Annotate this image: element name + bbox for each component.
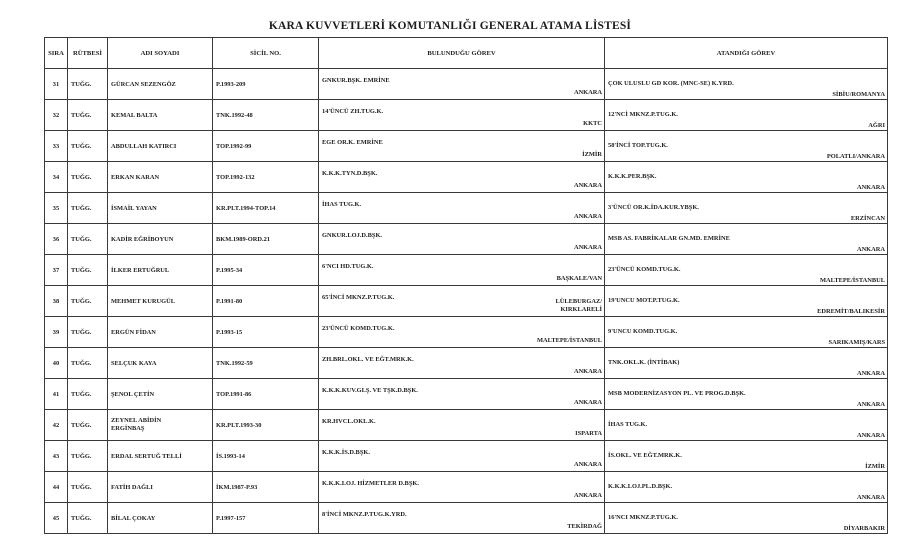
cell-sira: 35	[45, 193, 68, 224]
cell-atandigi-gorev	[605, 348, 888, 379]
atandigi-unit: 58'İNCİ TOP.TUG.K.	[608, 142, 668, 149]
atandigi-location: ANKARA	[856, 432, 885, 439]
table-row	[45, 472, 888, 503]
bulundugu-location: ANKARA	[573, 368, 602, 375]
table-row	[45, 193, 888, 224]
cell-sira: 36	[45, 224, 68, 255]
cell-rutbe: TUĞG.	[68, 317, 108, 348]
cell-rutbe: TUĞG.	[68, 224, 108, 255]
atandigi-location: ERZİNCAN	[850, 215, 885, 222]
atandigi-unit: 12'NCİ MKNZ.P.TUG.K.	[608, 111, 678, 118]
atandigi-location: ANKARA	[856, 370, 885, 377]
bulundugu-location: ANKARA	[573, 461, 602, 468]
cell-bulundugu-gorev	[319, 503, 605, 534]
cell-sira: 34	[45, 162, 68, 193]
cell-bulundugu-gorev	[319, 379, 605, 410]
cell-bulundugu-gorev	[319, 100, 605, 131]
cell-sicil-no: İKM.1987-P.93	[213, 472, 319, 503]
cell-bulundugu-gorev	[319, 472, 605, 503]
cell-adi-soyadi: ŞENOL ÇETİN	[108, 379, 213, 410]
bulundugu-unit: K.K.K.LOJ. HİZMETLER D.BŞK.	[322, 480, 419, 487]
table-row	[45, 317, 888, 348]
atandigi-unit: TNK.OKL.K. (İNTİBAK)	[608, 359, 680, 366]
cell-bulundugu-gorev	[319, 69, 605, 100]
cell-rutbe: TUĞG.	[68, 379, 108, 410]
bulundugu-location: MALTEPE/İSTANBUL	[537, 337, 602, 344]
cell-sicil-no: KR.PLT.1993-30	[213, 410, 319, 441]
atandigi-unit: 23'ÜNCÜ KOMD.TUG.K.	[608, 266, 681, 273]
atandigi-location: İZMİR	[865, 463, 885, 470]
bulundugu-location: ANKARA	[573, 244, 602, 251]
cell-bulundugu-gorev	[319, 131, 605, 162]
table-row	[45, 100, 888, 131]
column-header-sira: SIRA	[45, 38, 68, 69]
bulundugu-location: ANKARA	[573, 182, 602, 189]
atandigi-unit: İHAS TUG.K.	[608, 421, 648, 428]
location-line-2: KIRKLARELİ	[560, 306, 602, 313]
cell-atandigi-gorev	[605, 317, 888, 348]
table-row	[45, 410, 888, 441]
cell-sicil-no: TOP.1992-132	[213, 162, 319, 193]
cell-sira: 37	[45, 255, 68, 286]
adi-line-2: ERGİNBAŞ	[111, 425, 145, 432]
bulundugu-location: İZMİR	[582, 151, 602, 158]
bulundugu-location: ANKARA	[573, 399, 602, 406]
cell-atandigi-gorev	[605, 193, 888, 224]
cell-sicil-no: BKM.1989-ORD.21	[213, 224, 319, 255]
cell-atandigi-gorev	[605, 69, 888, 100]
cell-rutbe: TUĞG.	[68, 255, 108, 286]
cell-rutbe: TUĞG.	[68, 162, 108, 193]
cell-rutbe: TUĞG.	[68, 131, 108, 162]
bulundugu-location: ISPARTA	[575, 430, 602, 437]
atandigi-location: POLATLI/ANKARA	[826, 153, 885, 160]
cell-atandigi-gorev	[605, 379, 888, 410]
cell-sira: 32	[45, 100, 68, 131]
cell-bulundugu-gorev	[319, 255, 605, 286]
atandigi-unit: 16'NCI MKNZ.P.TUG.K.	[608, 514, 678, 521]
cell-rutbe: TUĞG.	[68, 69, 108, 100]
atandigi-location: ANKARA	[856, 246, 885, 253]
cell-sira: 38	[45, 286, 68, 317]
cell-sira: 40	[45, 348, 68, 379]
cell-adi-soyadi: GÜRCAN SEZENGÖZ	[108, 69, 213, 100]
cell-atandigi-gorev	[605, 410, 888, 441]
cell-adi-soyadi: İSMAİL YAYAN	[108, 193, 213, 224]
cell-sira: 42	[45, 410, 68, 441]
cell-sira: 31	[45, 69, 68, 100]
cell-rutbe: TUĞG.	[68, 100, 108, 131]
bulundugu-unit: 6'NCI HD.TUG.K.	[322, 263, 374, 270]
column-header-bulundugu-gorev: BULUNDUĞU GÖREV	[319, 38, 605, 69]
document-title: KARA KUVVETLERİ KOMUTANLIĞI GENERAL ATAMA LİSTESİ	[268, 20, 632, 32]
appointment-table	[44, 37, 888, 534]
table-row	[45, 348, 888, 379]
cell-sicil-no: TNK.1992-48	[213, 100, 319, 131]
cell-sira: 45	[45, 503, 68, 534]
bulundugu-unit: 8'İNCİ MKNZ.P.TUG.K.YRD.	[322, 511, 407, 518]
cell-sicil-no: P.1995-34	[213, 255, 319, 286]
cell-bulundugu-gorev	[319, 410, 605, 441]
bulundugu-unit: KR.HVCL.OKL.K.	[322, 418, 376, 425]
table-row	[45, 69, 888, 100]
atandigi-location: ANKARA	[856, 494, 885, 501]
column-header-atandigi-gorev: ATANDIĞI GÖREV	[605, 38, 888, 69]
table-header-row	[45, 38, 888, 69]
cell-adi-soyadi: FATİH DAĞLI	[108, 472, 213, 503]
atandigi-unit: ÇOK ULUSLU GD KOR. (MNC-SE) K.YRD.	[608, 80, 734, 87]
atandigi-unit: K.K.K.LOJ.PL.D.BŞK.	[608, 483, 673, 490]
atandigi-location: DİYARBAKIR	[843, 525, 885, 532]
bulundugu-unit: ZH.BRL.OKL. VE EĞT.MRK.K.	[322, 356, 414, 363]
atandigi-location: ANKARA	[856, 184, 885, 191]
atandigi-unit: 9'UNCU KOMD.TUG.K.	[608, 328, 678, 335]
bulundugu-unit: EGE OR.K. EMRİNE	[322, 139, 383, 146]
cell-adi-soyadi: KEMAL BALTA	[108, 100, 213, 131]
bulundugu-location: KKTC	[583, 120, 602, 127]
cell-atandigi-gorev	[605, 131, 888, 162]
cell-bulundugu-gorev	[319, 162, 605, 193]
atandigi-location: MALTEPE/İSTANBUL	[820, 277, 885, 284]
cell-adi-soyadi: KADİR EĞRİBOYUN	[108, 224, 213, 255]
bulundugu-unit: GNKUR.BŞK. EMRİNE	[322, 77, 390, 84]
column-header-adi-soyadi: ADI SOYADI	[108, 38, 213, 69]
atandigi-unit: MSB AS. FABRİKALAR GN.MD. EMRİNE	[608, 235, 730, 242]
cell-rutbe: TUĞG.	[68, 503, 108, 534]
cell-atandigi-gorev	[605, 441, 888, 472]
bulundugu-unit: 65'İNCİ MKNZ.P.TUG.K.	[322, 294, 395, 301]
bulundugu-location: BAŞKALE/VAN	[556, 275, 602, 282]
cell-sicil-no: KR.PLT.1994-TOP.14	[213, 193, 319, 224]
atandigi-unit: 19'UNCU MOT.P.TUG.K.	[608, 297, 680, 304]
atandigi-location: AĞRI	[868, 122, 885, 129]
table-row	[45, 286, 888, 317]
cell-sira: 43	[45, 441, 68, 472]
cell-sicil-no: TOP.1991-86	[213, 379, 319, 410]
cell-atandigi-gorev	[605, 100, 888, 131]
table-row	[45, 255, 888, 286]
cell-adi-soyadi: MEHMET KURUGÜL	[108, 286, 213, 317]
cell-atandigi-gorev	[605, 286, 888, 317]
table-row	[45, 224, 888, 255]
bulundugu-location: TEKİRDAĞ	[567, 523, 602, 530]
bulundugu-location: ANKARA	[573, 213, 602, 220]
cell-sicil-no: TOP.1992-99	[213, 131, 319, 162]
bulundugu-unit: K.K.K.TYN.D.BŞK.	[322, 170, 378, 177]
bulundugu-unit: K.K.K.İS.D.BŞK.	[322, 449, 370, 456]
cell-adi-soyadi: BİLAL ÇOKAY	[108, 503, 213, 534]
cell-atandigi-gorev	[605, 503, 888, 534]
bulundugu-location	[555, 298, 602, 314]
adi-soyadi-multiline	[111, 417, 161, 433]
bulundugu-unit: İHAS TUG.K.	[322, 201, 362, 208]
cell-bulundugu-gorev	[319, 224, 605, 255]
cell-adi-soyadi: ERGÜN FİDAN	[108, 317, 213, 348]
bulundugu-unit: K.K.K.KUV.GLŞ. VE TŞK.D.BŞK.	[322, 387, 418, 394]
table-row	[45, 162, 888, 193]
cell-sicil-no: İS.1993-14	[213, 441, 319, 472]
cell-bulundugu-gorev	[319, 317, 605, 348]
cell-atandigi-gorev	[605, 255, 888, 286]
cell-sira: 41	[45, 379, 68, 410]
bulundugu-location: ANKARA	[573, 89, 602, 96]
bulundugu-unit: GNKUR.LOJ.D.BŞK.	[322, 232, 383, 239]
cell-sira: 33	[45, 131, 68, 162]
cell-rutbe: TUĞG.	[68, 348, 108, 379]
cell-atandigi-gorev	[605, 224, 888, 255]
location-line-1: LÜLEBURGAZ/	[555, 298, 602, 305]
atandigi-unit: 3'ÜNCÜ OR.K.İDA.KUR.YBŞK.	[608, 204, 699, 211]
atandigi-unit: K.K.K.PER.BŞK.	[608, 173, 657, 180]
cell-sicil-no: P.1997-157	[213, 503, 319, 534]
cell-adi-soyadi: İLKER ERTUĞRUL	[108, 255, 213, 286]
cell-adi-soyadi: SELÇUK KAYA	[108, 348, 213, 379]
atandigi-location: EDREMİT/BALIKESİR	[817, 308, 885, 315]
bulundugu-unit: 14'ÜNCÜ ZH.TUG.K.	[322, 108, 384, 115]
bulundugu-unit: 23'ÜNCÜ KOMD.TUG.K.	[322, 325, 395, 332]
column-header-sicil-no: SİCİL NO.	[213, 38, 319, 69]
atandigi-location: SİBİU/ROMANYA	[832, 91, 885, 98]
cell-sicil-no: P.1993-15	[213, 317, 319, 348]
cell-rutbe: TUĞG.	[68, 472, 108, 503]
table-row	[45, 441, 888, 472]
cell-sira: 39	[45, 317, 68, 348]
adi-line-1: ZEYNEL ABİDİN	[111, 417, 162, 424]
cell-adi-soyadi: ERKAN KARAN	[108, 162, 213, 193]
cell-bulundugu-gorev	[319, 441, 605, 472]
cell-adi-soyadi: ABDULLAH KATIRCI	[108, 131, 213, 162]
cell-rutbe: TUĞG.	[68, 193, 108, 224]
cell-bulundugu-gorev	[319, 193, 605, 224]
table-row	[45, 131, 888, 162]
cell-sicil-no: P.1991-80	[213, 286, 319, 317]
atandigi-unit: İS.OKL. VE EĞT.MRK.K.	[608, 452, 682, 459]
cell-rutbe: TUĞG.	[68, 286, 108, 317]
cell-adi-soyadi: ERDAL SERTUĞ TELLİ	[108, 441, 213, 472]
cell-rutbe: TUĞG.	[68, 441, 108, 472]
table-row	[45, 503, 888, 534]
cell-bulundugu-gorev	[319, 348, 605, 379]
atandigi-unit: MSB MODERNİZASYON PL. VE PROG.D.BŞK.	[608, 390, 746, 397]
atandigi-location: ANKARA	[856, 401, 885, 408]
cell-atandigi-gorev	[605, 162, 888, 193]
column-header-rutbe: RÜTBESİ	[68, 38, 108, 69]
cell-sicil-no: TNK.1992-59	[213, 348, 319, 379]
table-row	[45, 379, 888, 410]
cell-sicil-no: P.1993-209	[213, 69, 319, 100]
cell-sira: 44	[45, 472, 68, 503]
cell-adi-soyadi	[108, 410, 213, 441]
bulundugu-location: ANKARA	[573, 492, 602, 499]
cell-bulundugu-gorev	[319, 286, 605, 317]
cell-rutbe: TUĞG.	[68, 410, 108, 441]
cell-atandigi-gorev	[605, 472, 888, 503]
atandigi-location: SARIKAMIŞ/KARS	[828, 339, 885, 346]
